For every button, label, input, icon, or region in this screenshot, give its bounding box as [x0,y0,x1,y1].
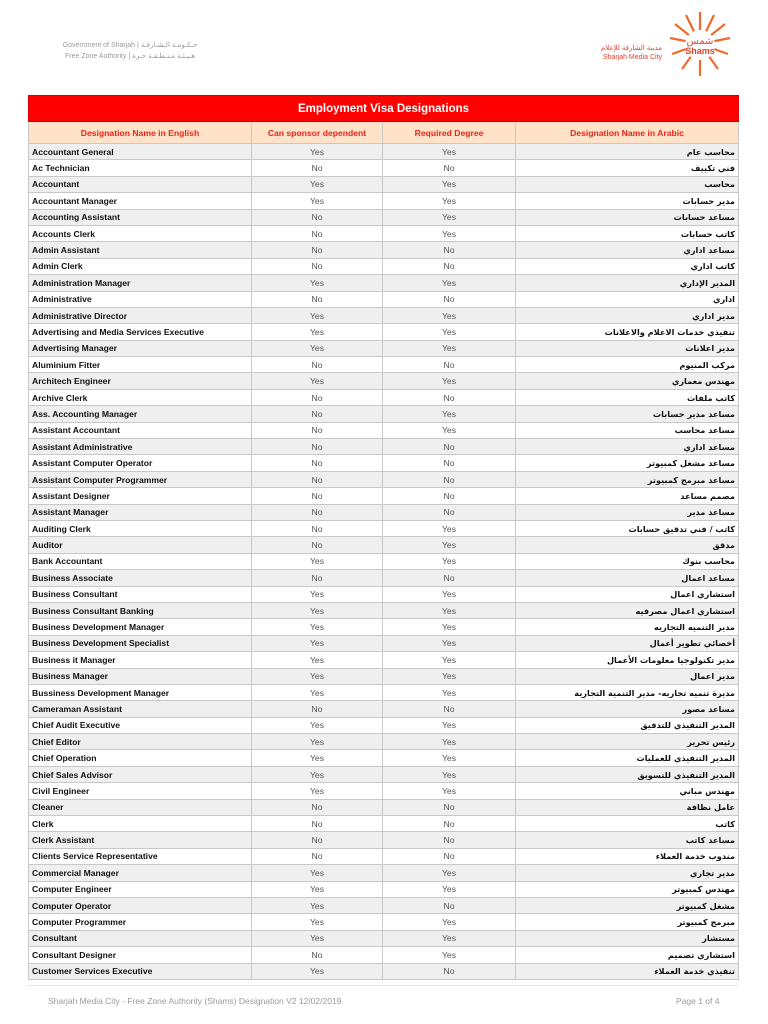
table-row [29,258,739,274]
table-row [29,848,739,864]
sponsor-dependent: No [252,947,383,963]
designation-arabic: مساعد حسابات [516,209,739,225]
table-row [29,422,739,438]
designation-arabic: محاسب عام [516,144,739,160]
required-degree: Yes [383,422,516,438]
table-row [29,193,739,209]
sponsor-dependent: Yes [252,635,383,651]
table-row [29,865,739,881]
designation-arabic: تنفيذي خدمة العملاء [516,963,739,979]
designation-arabic: رئيس تحرير [516,734,739,750]
required-degree: Yes [383,652,516,668]
required-degree: Yes [383,406,516,422]
sponsor-dependent: No [252,225,383,241]
designation-english: Assistant Manager [29,504,252,520]
designation-arabic: فني تكييف [516,160,739,176]
required-degree: Yes [383,947,516,963]
table-row [29,389,739,405]
sponsor-dependent: No [252,160,383,176]
designation-arabic: مساعد مصور [516,701,739,717]
sponsor-dependent: Yes [252,717,383,733]
required-degree: No [383,832,516,848]
sponsor-dependent: No [252,520,383,536]
required-degree: No [383,455,516,471]
designation-arabic: مساعد اداري [516,242,739,258]
government-header [40,40,220,62]
required-degree: No [383,389,516,405]
sponsor-dependent: No [252,209,383,225]
required-degree: No [383,291,516,307]
table-row [29,324,739,340]
table-row [29,602,739,618]
designation-english: Bussiness Development Manager [29,684,252,700]
designation-arabic: مساعد مشغل كمبيوتر [516,455,739,471]
shams-logo [580,8,730,80]
designation-arabic: مهندس كمبيوتر [516,881,739,897]
sponsor-dependent: Yes [252,176,383,192]
designation-arabic: مساعد محاسب [516,422,739,438]
sponsor-dependent: No [252,242,383,258]
sponsor-dependent: Yes [252,553,383,569]
designation-arabic: مساعد كاتب [516,832,739,848]
designation-english: Archive Clerk [29,389,252,405]
required-degree: Yes [383,324,516,340]
designation-arabic: محاسب بنوك [516,553,739,569]
sponsor-dependent: Yes [252,897,383,913]
designation-english: Administrative Director [29,307,252,323]
sponsor-dependent: No [252,701,383,717]
table-row [29,930,739,946]
required-degree: Yes [383,914,516,930]
footer-document-info: Sharjah Media City - Free Zone Authority (Shams) Designation V2 12/02/2019 [48,996,342,1006]
table-row [29,275,739,291]
city-name [580,44,662,62]
designation-english: Clerk Assistant [29,832,252,848]
designation-english: Commercial Manager [29,865,252,881]
required-degree: No [383,897,516,913]
designation-english: Administration Manager [29,275,252,291]
required-degree: No [383,242,516,258]
required-degree: Yes [383,668,516,684]
government-line-1: Government of Sharjah | حـكـومـة الـشـارقـة [62,42,198,49]
sponsor-dependent: Yes [252,373,383,389]
designation-arabic: كاتب ملفات [516,389,739,405]
sponsor-dependent: Yes [252,307,383,323]
designation-english: Advertising Manager [29,340,252,356]
table-row [29,881,739,897]
designation-english: Assistant Accountant [29,422,252,438]
table-row [29,701,739,717]
sponsor-dependent: Yes [252,652,383,668]
table-row [29,225,739,241]
required-degree: No [383,488,516,504]
table-row [29,799,739,815]
designation-arabic: مصمم مساعد [516,488,739,504]
column-header-sponsor: Can sponsor dependent [252,122,383,144]
required-degree: Yes [383,635,516,651]
required-degree: No [383,848,516,864]
required-degree: Yes [383,209,516,225]
designation-arabic: مساعد مدير حسابات [516,406,739,422]
designation-arabic: مدير اعمال [516,668,739,684]
table-row [29,619,739,635]
table-row [29,520,739,536]
designation-english: Chief Operation [29,750,252,766]
designation-arabic: استشاري تصميم [516,947,739,963]
designation-english: Aluminium Fitter [29,357,252,373]
sponsor-dependent: Yes [252,586,383,602]
table-row [29,947,739,963]
designation-english: Customer Services Executive [29,963,252,979]
designation-english: Auditing Clerk [29,520,252,536]
required-degree: Yes [383,602,516,618]
table-row [29,586,739,602]
designation-arabic: أخصائي تطوير أعمال [516,635,739,651]
designation-arabic: مدير اداري [516,307,739,323]
required-degree: No [383,701,516,717]
designation-english: Computer Operator [29,897,252,913]
sponsor-dependent: Yes [252,668,383,684]
required-degree: Yes [383,373,516,389]
designation-arabic: مشغل كمبيوتر [516,897,739,913]
table-row [29,684,739,700]
table-row [29,832,739,848]
required-degree: Yes [383,881,516,897]
table-row [29,291,739,307]
designation-english: Chief Audit Executive [29,717,252,733]
designation-arabic: مدقق [516,537,739,553]
sponsor-dependent: No [252,570,383,586]
designation-arabic: مدير التنميه التجاريه [516,619,739,635]
required-degree: Yes [383,275,516,291]
designation-english: Business Associate [29,570,252,586]
sponsor-dependent: No [252,537,383,553]
required-degree: Yes [383,176,516,192]
required-degree: No [383,799,516,815]
table-row [29,176,739,192]
designation-english: Assistant Computer Programmer [29,471,252,487]
designation-english: Accountant General [29,144,252,160]
designation-arabic: المدير التنفيذي للتسويق [516,766,739,782]
sponsor-dependent: No [252,455,383,471]
designation-arabic: مهندس مباني [516,783,739,799]
table-row [29,897,739,913]
designation-arabic: مبرمج كمبيوتر [516,914,739,930]
table-row [29,652,739,668]
government-line-2: Free Zone Authority | هـيـئـة مـنـطـقـة حـرة [65,53,195,60]
designation-english: Clerk [29,816,252,832]
table-row [29,242,739,258]
footer-divider [28,985,738,986]
designation-english: Business it Manager [29,652,252,668]
designation-english: Civil Engineer [29,783,252,799]
required-degree: No [383,816,516,832]
required-degree: Yes [383,750,516,766]
designation-english: Accountant Manager [29,193,252,209]
designation-arabic: مساعد مدير [516,504,739,520]
sponsor-dependent: Yes [252,340,383,356]
designation-arabic: مدير اعلانات [516,340,739,356]
designation-arabic: كاتب [516,816,739,832]
designation-arabic: المدير الإداري [516,275,739,291]
designation-arabic: مساعد مبرمج كمبيوتر [516,471,739,487]
column-header-degree: Required Degree [383,122,516,144]
table-row [29,406,739,422]
designation-arabic: عامل نظافة [516,799,739,815]
designation-english: Business Manager [29,668,252,684]
designations-table [28,95,739,980]
required-degree: Yes [383,225,516,241]
designation-english: Consultant [29,930,252,946]
table-row [29,668,739,684]
column-header-english: Designation Name in English [29,122,252,144]
required-degree: No [383,258,516,274]
footer-page-number: Page 1 of 4 [676,996,720,1006]
required-degree: Yes [383,144,516,160]
designation-arabic: مركب المنيوم [516,357,739,373]
designation-english: Clients Service Representative [29,848,252,864]
required-degree: Yes [383,734,516,750]
required-degree: Yes [383,586,516,602]
city-name-arabic: مدينة الشارقة للإعلام [600,45,662,52]
designation-arabic: كاتب / فني تدقيق حسابات [516,520,739,536]
sponsor-dependent: No [252,389,383,405]
designation-arabic: مندوب خدمة العملاء [516,848,739,864]
table-row [29,553,739,569]
designation-english: Assistant Administrative [29,439,252,455]
table-row [29,635,739,651]
designation-arabic: مساعد اعمال [516,570,739,586]
table-row [29,766,739,782]
designation-arabic: مساعد اداري [516,439,739,455]
designation-english: Ass. Accounting Manager [29,406,252,422]
required-degree: Yes [383,766,516,782]
required-degree: Yes [383,307,516,323]
designation-arabic: اداري [516,291,739,307]
required-degree: Yes [383,684,516,700]
designation-english: Accounts Clerk [29,225,252,241]
table-row [29,144,739,160]
designation-english: Bank Accountant [29,553,252,569]
required-degree: Yes [383,193,516,209]
sponsor-dependent: Yes [252,734,383,750]
table-row [29,734,739,750]
table-row [29,963,739,979]
sponsor-dependent: Yes [252,144,383,160]
required-degree: Yes [383,340,516,356]
designation-english: Cameraman Assistant [29,701,252,717]
designation-arabic: استشاري اعمال [516,586,739,602]
designation-english: Business Consultant [29,586,252,602]
designation-english: Computer Engineer [29,881,252,897]
designation-arabic: كاتب اداري [516,258,739,274]
required-degree: Yes [383,619,516,635]
required-degree: No [383,504,516,520]
designation-english: Computer Programmer [29,914,252,930]
sponsor-dependent: No [252,406,383,422]
required-degree: Yes [383,783,516,799]
sponsor-dependent: No [252,504,383,520]
sponsor-dependent: Yes [252,684,383,700]
required-degree: No [383,570,516,586]
designation-english: Auditor [29,537,252,553]
required-degree: Yes [383,930,516,946]
table-row [29,783,739,799]
sponsor-dependent: No [252,258,383,274]
designation-english: Consultant Designer [29,947,252,963]
table-row [29,504,739,520]
table-row [29,160,739,176]
sponsor-dependent: Yes [252,963,383,979]
sponsor-dependent: Yes [252,766,383,782]
table-row [29,750,739,766]
sponsor-dependent: Yes [252,324,383,340]
logo-english-word: Shams [685,46,715,56]
designation-arabic: المدير التنفيذي للتدقيق [516,717,739,733]
sponsor-dependent: No [252,816,383,832]
table-row [29,717,739,733]
designation-english: Business Development Specialist [29,635,252,651]
sponsor-dependent: No [252,422,383,438]
designation-english: Business Consultant Banking [29,602,252,618]
table-row [29,455,739,471]
designation-english: Admin Assistant [29,242,252,258]
designation-english: Administrative [29,291,252,307]
required-degree: No [383,963,516,979]
sponsor-dependent: Yes [252,881,383,897]
designation-english: Chief Editor [29,734,252,750]
required-degree: No [383,471,516,487]
table-row [29,357,739,373]
table-row [29,914,739,930]
table-row [29,537,739,553]
designation-english: Accountant [29,176,252,192]
required-degree: Yes [383,520,516,536]
designation-arabic: مدير تكنولوجيا معلومات الأعمال [516,652,739,668]
designation-english: Ac Technician [29,160,252,176]
sponsor-dependent: Yes [252,865,383,881]
required-degree: Yes [383,537,516,553]
required-degree: No [383,160,516,176]
designation-english: Architech Engineer [29,373,252,389]
sponsor-dependent: No [252,291,383,307]
designation-english: Advertising and Media Services Executive [29,324,252,340]
designation-english: Admin Clerk [29,258,252,274]
designation-arabic: مدير حسابات [516,193,739,209]
required-degree: No [383,439,516,455]
sponsor-dependent: No [252,488,383,504]
sponsor-dependent: Yes [252,930,383,946]
required-degree: Yes [383,865,516,881]
sponsor-dependent: Yes [252,193,383,209]
sponsor-dependent: No [252,439,383,455]
sponsor-dependent: No [252,799,383,815]
designation-english: Assistant Computer Operator [29,455,252,471]
required-degree: Yes [383,717,516,733]
sponsor-dependent: Yes [252,914,383,930]
table-row [29,570,739,586]
table-row [29,340,739,356]
required-degree: Yes [383,553,516,569]
table-row [29,373,739,389]
sponsor-dependent: No [252,357,383,373]
table-row [29,307,739,323]
designation-arabic: مهندس معماري [516,373,739,389]
sponsor-dependent: Yes [252,783,383,799]
required-degree: No [383,357,516,373]
designation-arabic: كاتب حسابات [516,225,739,241]
sponsor-dependent: Yes [252,602,383,618]
sponsor-dependent: Yes [252,619,383,635]
logo-arabic-word: شمس [686,36,714,47]
sun-logo-icon [668,8,732,80]
sponsor-dependent: Yes [252,750,383,766]
sponsor-dependent: No [252,471,383,487]
city-name-english: Sharjah Media City [602,54,662,61]
designation-english: Accounting Assistant [29,209,252,225]
column-header-arabic: Designation Name in Arabic [516,122,739,144]
designation-arabic: مديرة تنميه تجاريه- مدير التنمية التجارية [516,684,739,700]
designation-english: Business Development Manager [29,619,252,635]
sponsor-dependent: No [252,848,383,864]
table-row [29,439,739,455]
designation-english: Cleaner [29,799,252,815]
table-row [29,209,739,225]
table-row [29,488,739,504]
designation-english: Chief Sales Advisor [29,766,252,782]
designation-arabic: استشاري اعمال مصرفيه [516,602,739,618]
designation-arabic: المدير التنفيذي للعمليات [516,750,739,766]
table-row [29,471,739,487]
designation-arabic: تنفيذي خدمات الاعلام والاعلانات [516,324,739,340]
designation-arabic: محاسب [516,176,739,192]
designation-arabic: مستشار [516,930,739,946]
table-row [29,816,739,832]
table-title: Employment Visa Designations [29,96,739,122]
designation-arabic: مدير تجاري [516,865,739,881]
sponsor-dependent: No [252,832,383,848]
sponsor-dependent: Yes [252,275,383,291]
designation-english: Assistant Designer [29,488,252,504]
